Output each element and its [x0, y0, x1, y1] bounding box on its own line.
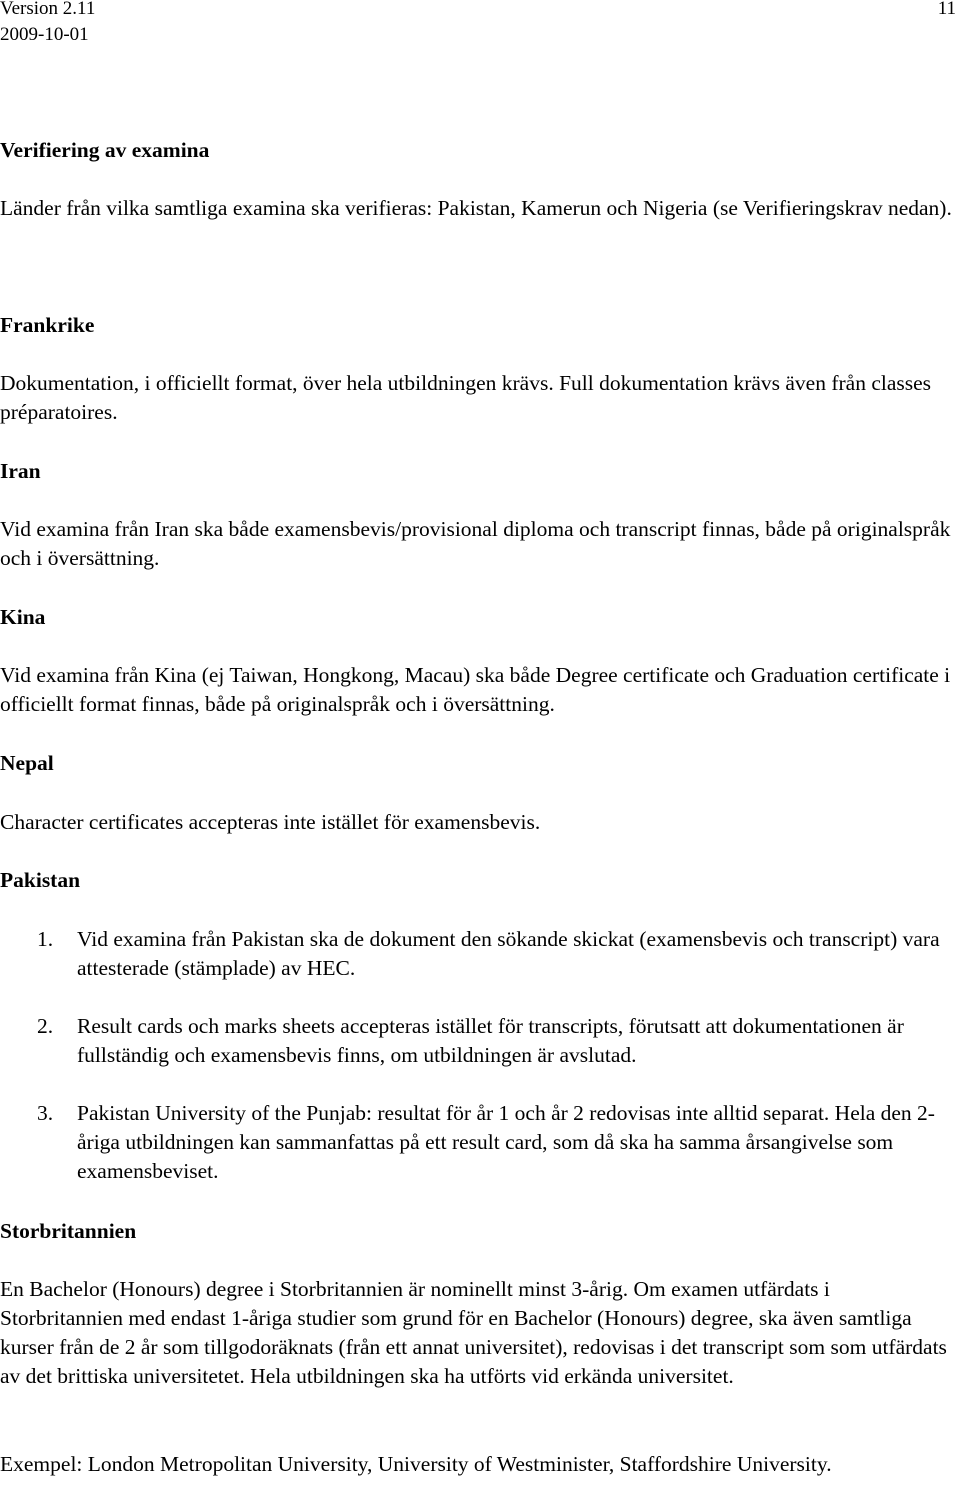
paragraph-exempel: Exempel: London Metropolitan University, University of Westminister, Staffordshire University.: [0, 1452, 832, 1476]
paragraph-kina: Vid examina från Kina (ej Taiwan, Hongkong, Macau) ska både Degree certificate och Graduation certificate i officiellt format finnas, både på originalspråk och i översättning.: [0, 663, 951, 716]
heading-frankrike: Frankrike: [0, 313, 95, 337]
heading-storbritannien: Storbritannien: [0, 1219, 137, 1243]
paragraph-storbritannien: En Bachelor (Honours) degree i Storbritannien är nominellt minst 3-årig. Om examen utfärdats i Storbritannien med endast 1-åriga studier som grund för en Bachelor (Honours) degree, ska även samtliga kurser från de 2 år som tillgodoräknats (från ett annat universitet), redovisas i det transcript som som utfärdats av det brittiska universitetet. Hela utbildningen ska ha utförts vid erkända universitet.: [0, 1277, 947, 1388]
heading-verifiering: Verifiering av examina: [0, 138, 210, 162]
date-label: 2009-10-01: [0, 24, 89, 45]
header-left: [0, 0, 95, 48]
paragraph-verifiering: Länder från vilka samtliga examina ska verifieras: Pakistan, Kamerun och Nigeria (se Verifieringskrav nedan).: [0, 196, 952, 220]
paragraph-nepal: Character certificates accepteras inte istället för examensbevis.: [0, 810, 541, 834]
list-item-text: Vid examina från Pakistan ska de dokument den sökande skickat (examensbevis och transcript) vara attesterade (stämplade) av HEC.: [77, 927, 940, 980]
list-item-number: 3.: [37, 1101, 54, 1125]
list-item-text: Result cards och marks sheets accepteras istället för transcripts, förutsatt att dokumentationen är fullständig och examensbevis finns, om utbildningen är avslutad.: [77, 1014, 904, 1067]
list-item-number: 2.: [37, 1014, 54, 1038]
version-label: Version 2.11: [0, 0, 96, 19]
heading-pakistan: Pakistan: [0, 868, 81, 892]
heading-kina: Kina: [0, 605, 46, 629]
heading-iran: Iran: [0, 459, 41, 483]
list-item-text: Pakistan University of the Punjab: resultat för år 1 och år 2 redovisas inte alltid separat. Hela den 2-åriga utbildningen kan sammanfattas på ett result card, som då ska ha samma årsangivelse som examensbeviset.: [77, 1101, 935, 1183]
page-header: [0, 0, 960, 60]
heading-nepal: Nepal: [0, 751, 54, 775]
list-item-number: 1.: [37, 927, 54, 951]
paragraph-iran: Vid examina från Iran ska både examensbevis/provisional diploma och transcript finnas, både på originalspråk och i översättning.: [0, 517, 951, 570]
page-number: 11: [937, 0, 956, 19]
paragraph-frankrike: Dokumentation, i officiellt format, över hela utbildningen krävs. Full dokumentation krävs även från classes préparatoires.: [0, 371, 932, 424]
